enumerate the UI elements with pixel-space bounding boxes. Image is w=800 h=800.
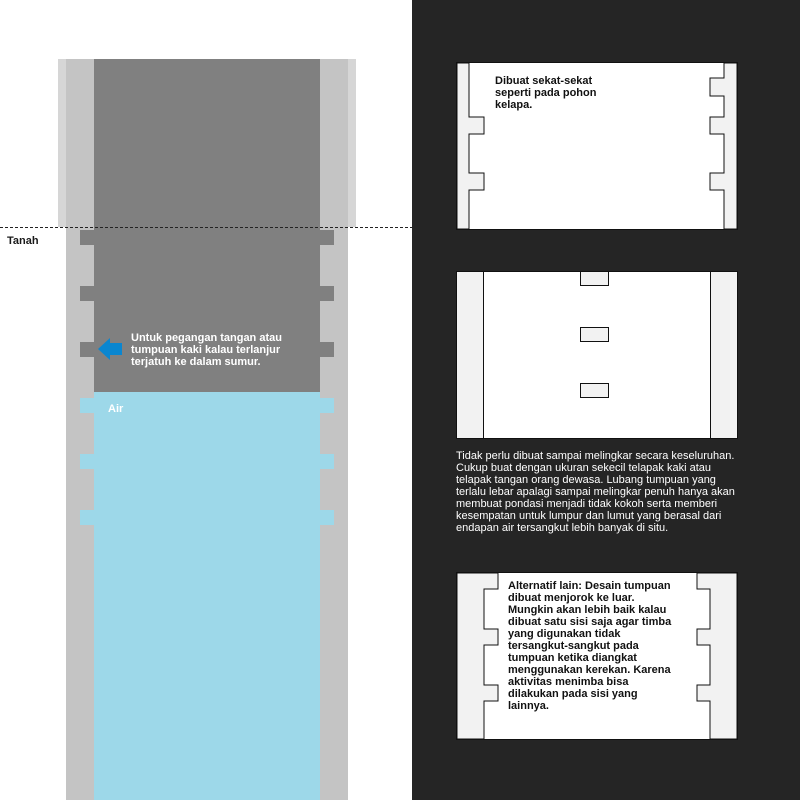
step-size-note: Tidak perlu dibuat sampai melingkar secara keseluruhan. Cukup buat dengan ukuran sekecil telapak kaki atau telapak tangan orang dewasa. Lubang tumpuan yang terlalu lebar apalagi sampai melingkar penuh hanya akan membuat pondasi menjadi tidak kokoh serta memberi kesempatan untuk lumpur dan lumut yang berasal dari endapan air tersangkut lebih banyak di situ. bbox=[456, 450, 735, 534]
panel-wall-right bbox=[711, 272, 738, 439]
step-hole bbox=[581, 328, 609, 342]
alternative-design-note: Alternatif lain: Desain tumpuan dibuat menjorok ke luar. Mungkin akan lebih baik kalau dibuat satu sisi saja agar timba yang digunakan tidak tersangkut-sangkut pada tumpuan ketika diangkat menggunakan kerekan. Karena aktivitas menimba bisa dilakukan pada sisi yang lainnya. bbox=[508, 580, 672, 712]
step-hole bbox=[581, 272, 609, 286]
water-label: Air bbox=[108, 403, 124, 415]
ground-label: Tanah bbox=[7, 235, 39, 247]
coconut-notch-note: Dibuat sekat-sekat seperti pada pohon kelapa. bbox=[495, 75, 597, 111]
small-hole-panel bbox=[457, 272, 738, 439]
handhold-note: Untuk pegangan tangan atau tumpuan kaki kalau terlanjur terjatuh ke dalam sumur. bbox=[131, 332, 282, 368]
step-hole bbox=[581, 384, 609, 398]
panel-wall-left bbox=[457, 272, 484, 439]
